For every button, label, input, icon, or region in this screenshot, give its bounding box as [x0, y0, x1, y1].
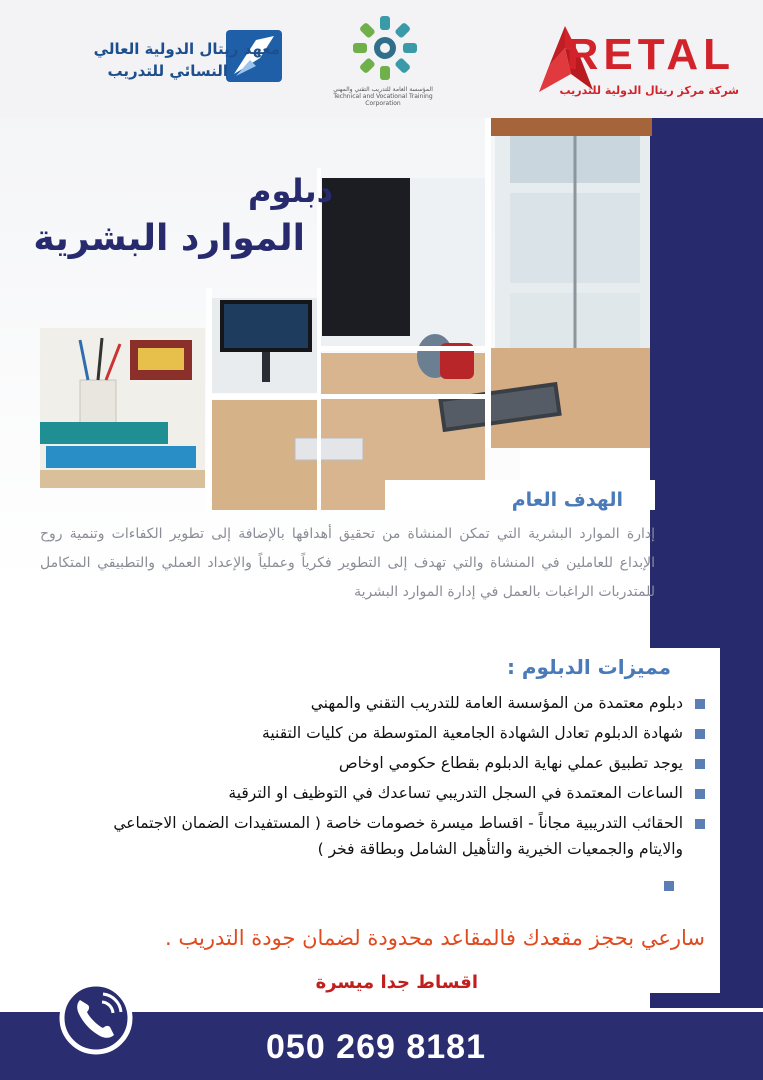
- bullet-square-icon: [664, 881, 674, 891]
- feature-text: الساعات المعتمدة في السجل التدريبي تساعدك في التوظيف او الترقية: [228, 784, 683, 802]
- features-heading: مميزات الدبلوم :: [506, 655, 671, 679]
- phone-icon: [58, 980, 134, 1056]
- features-list: [65, 690, 705, 866]
- phone-number[interactable]: 050 269 8181: [266, 1028, 486, 1066]
- list-item: [65, 810, 705, 862]
- goal-heading: الهدف العام: [511, 489, 623, 511]
- office-desk-photo: [40, 118, 652, 510]
- feature-text: يوجد تطبيق عملي نهاية الدبلوم بقطاع حكومي اوخاص: [338, 754, 683, 772]
- bullet-square-icon: [695, 729, 705, 739]
- tvtc-logo-icon: [340, 8, 430, 98]
- goal-description: إدارة الموارد البشرية التي تمكن المنشاة من تحقيق أهدافها بالإضافة إلى تطوير الكفاءات وتنمية روح الإبداع للعاملين في المنشاة والتي تهدف إلى التطوير فكرياً وعملياً والإعداد العملي والتطبيقي المتكامل للمتدربات الراغبات بالعمل في إدارة الموارد البشرية: [40, 526, 655, 600]
- list-item: [65, 720, 705, 746]
- feature-text: دبلوم معتمدة من المؤسسة العامة للتدريب التقني والمهني: [310, 694, 683, 712]
- list-item: [65, 690, 705, 716]
- institute-name-line1: معهد ريتال الدولية العالي: [93, 40, 280, 58]
- list-item: [65, 750, 705, 776]
- list-item: [65, 780, 705, 806]
- institute-name-line2: النسائي للتدريب: [107, 62, 228, 80]
- tvtc-caption: المؤسسة العامة للتدريب التقني والمهني Technical and Vocational Training Corporation: [333, 86, 433, 107]
- bullet-square-icon: [695, 789, 705, 799]
- diploma-title-line2: الموارد البشرية: [33, 218, 305, 259]
- retal-brand: RETAL: [566, 30, 735, 79]
- bullet-square-icon: [695, 819, 705, 829]
- diploma-title-line1: دبلوم: [247, 172, 333, 210]
- retal-subtitle: شركة مركز ريتال الدولية للتدريب: [559, 84, 739, 97]
- booking-call-to-action: سارعي بحجز مقعدك فالمقاعد محدودة لضمان جودة التدريب .: [165, 926, 705, 950]
- installments-note: اقساط جدا ميسرة: [315, 972, 478, 993]
- feature-text: شهادة الدبلوم تعادل الشهادة الجامعية المتوسطة من كليات التقنية: [262, 724, 683, 742]
- bullet-square-icon: [695, 699, 705, 709]
- bullet-square-icon: [695, 759, 705, 769]
- feature-text: الحقائب التدريبية مجاناً - اقساط ميسرة خصومات خاصة ( المستفيدات الضمان الاجتماعي والايتام والجمعيات الخيرية والتأهيل الشامل وبطاقة فخر ): [113, 814, 683, 858]
